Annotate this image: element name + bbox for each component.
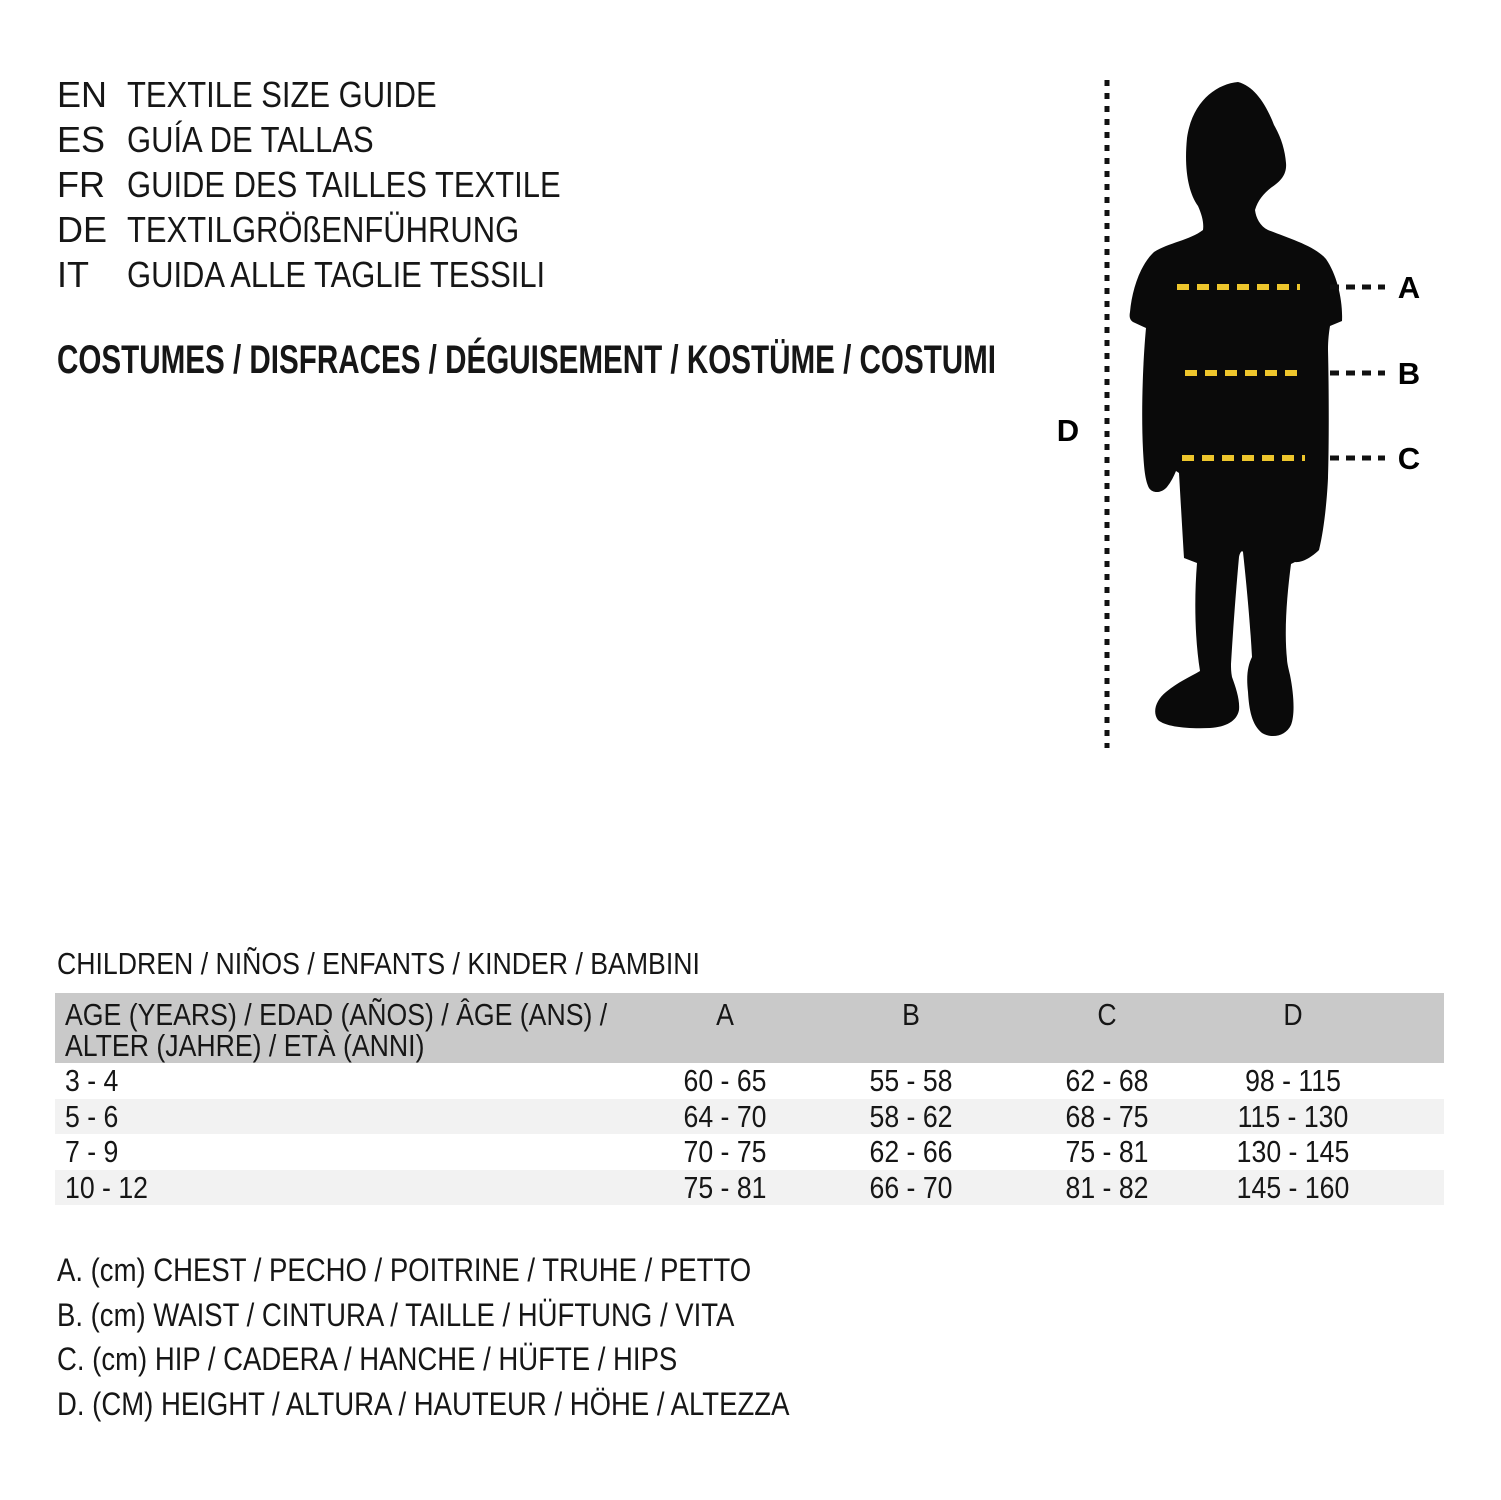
- table-header-row: [55, 993, 1444, 1063]
- language-code: EN: [57, 74, 108, 115]
- child-silhouette: [1130, 82, 1342, 736]
- table-row: [55, 1170, 1444, 1206]
- language-row-fr: [57, 162, 631, 207]
- filler-cell: [1369, 1170, 1444, 1206]
- chest-cell: 60 - 65: [683, 1063, 767, 1098]
- hip-cell: 81 - 82: [1065, 1169, 1149, 1205]
- language-code: IT: [57, 254, 89, 295]
- language-row-en: [57, 72, 631, 117]
- language-title: TEXTILGRÖßENFÜHRUNG: [127, 209, 520, 250]
- filler-cell: [1369, 1134, 1444, 1170]
- column-header-c: C: [1097, 997, 1117, 1032]
- waist-letter-label: B: [1397, 356, 1421, 391]
- language-title: GUÍA DE TALLAS: [127, 119, 374, 160]
- language-code: FR: [57, 164, 105, 205]
- children-size-table: [55, 993, 1444, 1205]
- height-cell: 130 - 145: [1236, 1134, 1350, 1169]
- table-row: [55, 1099, 1444, 1135]
- measurement-legend: [57, 1248, 909, 1426]
- waist-cell: 62 - 66: [869, 1134, 953, 1169]
- height-cell: 115 - 130: [1237, 1098, 1349, 1134]
- hip-cell: 62 - 68: [1065, 1063, 1149, 1098]
- filler-cell: [1369, 1063, 1444, 1099]
- category-text: COSTUMES / DISFRACES / DÉGUISEMENT / KOSTÜME / COSTUMI: [57, 338, 997, 382]
- measurement-figure: [1040, 60, 1460, 760]
- chest-cell: 70 - 75: [683, 1134, 767, 1169]
- age-cell: 10 - 12: [65, 1169, 149, 1205]
- table-row: [55, 1134, 1444, 1170]
- column-header-a: A: [716, 997, 734, 1032]
- language-title: TEXTILE SIZE GUIDE: [127, 74, 437, 115]
- height-cell: 98 - 115: [1245, 1063, 1341, 1098]
- table-section-title-text: CHILDREN / NIÑOS / ENFANTS / KINDER / BAMBINI: [57, 946, 700, 981]
- chest-cell: 75 - 81: [683, 1169, 767, 1205]
- hip-cell: 75 - 81: [1065, 1134, 1149, 1169]
- language-code: ES: [57, 119, 106, 160]
- language-row-it: [57, 252, 631, 297]
- legend-line-hip: C. (cm) HIP / CADERA / HANCHE / HÜFTE / HIPS: [57, 1341, 678, 1377]
- language-title: GUIDA ALLE TAGLIE TESSILI: [127, 254, 546, 295]
- hip-letter-label: C: [1397, 441, 1421, 476]
- language-title-list: [57, 72, 631, 297]
- waist-cell: 58 - 62: [869, 1098, 953, 1134]
- table-row: [55, 1063, 1444, 1099]
- column-header-d: D: [1283, 997, 1303, 1032]
- column-header-filler: [1369, 993, 1444, 1063]
- waist-cell: 55 - 58: [869, 1063, 953, 1098]
- age-cell: 5 - 6: [65, 1098, 119, 1134]
- language-row-de: [57, 207, 631, 252]
- language-code: DE: [57, 209, 108, 250]
- legend-line-height: D. (CM) HEIGHT / ALTURA / HAUTEUR / HÖHE / ALTEZZA: [57, 1385, 790, 1422]
- age-header-line1: AGE (YEARS) / EDAD (AÑOS) / ÂGE (ANS) /: [65, 997, 608, 1032]
- chest-cell: 64 - 70: [683, 1098, 767, 1134]
- chest-letter-label: A: [1397, 270, 1421, 305]
- height-cell: 145 - 160: [1236, 1169, 1350, 1205]
- age-column-header: [55, 993, 625, 1063]
- filler-cell: [1369, 1099, 1444, 1135]
- age-header-line2: ALTER (JAHRE) / ETÀ (ANNI): [65, 1028, 425, 1063]
- language-row-es: [57, 117, 631, 162]
- column-header-b: B: [902, 997, 920, 1032]
- height-letter-label: D: [1056, 413, 1080, 448]
- table-section-title: [57, 944, 805, 984]
- waist-cell: 66 - 70: [869, 1169, 953, 1205]
- legend-line-chest: A. (cm) CHEST / PECHO / POITRINE / TRUHE / PETTO: [57, 1252, 752, 1288]
- language-title: GUIDE DES TAILLES TEXTILE: [127, 164, 561, 205]
- legend-line-waist: B. (cm) WAIST / CINTURA / TAILLE / HÜFTUNG / VITA: [57, 1296, 735, 1333]
- age-cell: 7 - 9: [65, 1134, 119, 1169]
- age-cell: 3 - 4: [65, 1063, 119, 1098]
- hip-cell: 68 - 75: [1065, 1098, 1149, 1134]
